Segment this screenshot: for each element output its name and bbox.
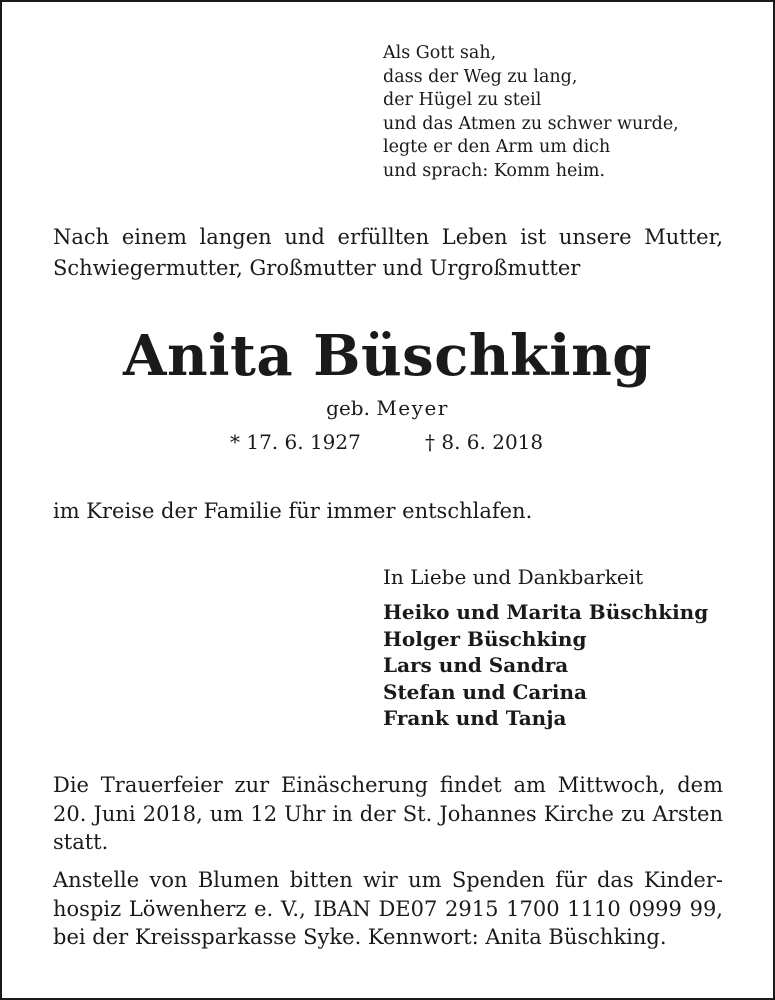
death-date: † 8. 6. 2018 [425,430,544,454]
poem-line: legte er den Arm um dich [383,137,611,157]
mourner-name: Heiko und Marita Büschking [383,600,709,624]
poem-line: und das Atmen zu schwer wurde, [383,113,679,134]
service-line: statt. [53,830,109,854]
poem-line: und sprach: Komm heim. [383,160,606,181]
mourner-name: Holger Büschking [383,626,587,651]
poem-line: Als Gott sah, [383,43,497,63]
mourners-heading: In Liebe und Dankbarkeit [383,565,644,589]
service-line: Die Trauerfeier zur Einäscherung findet am Mittwoch, dem [53,773,723,797]
service-line: 20. Juni 2018, um 12 Uhr in der St. Johannes Kirche zu Arsten [53,801,723,826]
maiden-name [0,394,775,422]
intro-line: Nach einem langen und erfüllten Leben ist unsere Mutter, [53,225,723,249]
mourner-name: Frank und Tanja [383,706,567,730]
poem-line: der Hügel zu steil [383,90,542,110]
mourner-name: Stefan und Carina [383,679,588,704]
poem-line: dass der Weg zu lang, [383,66,578,87]
service-info [53,771,723,857]
intro-text [53,222,723,284]
mourners-list [383,599,708,732]
poem [383,42,679,183]
maiden-surname: Meyer [376,396,449,420]
donation-line: bei der Kreissparkasse Syke. Kennwort: Anita Büschking. [53,925,667,949]
mourner-name: Lars und Sandra [383,653,569,677]
donation-info [53,866,723,952]
deceased-name: Anita Büschking [123,323,652,389]
passed-text: im Kreise der Familie für immer entschlafen. [53,499,533,523]
maiden-prefix: geb. [326,396,370,420]
intro-line: Schwiegermutter, Großmutter und Urgroßmutter [53,256,581,280]
birth-date: * 17. 6. 1927 [230,430,361,454]
donation-line: hospiz Löwenherz e. V., IBAN DE07 2915 1700 1110 0999 99, [53,896,723,921]
donation-line: Anstelle von Blumen bitten wir um Spenden für das Kinder- [53,868,723,892]
